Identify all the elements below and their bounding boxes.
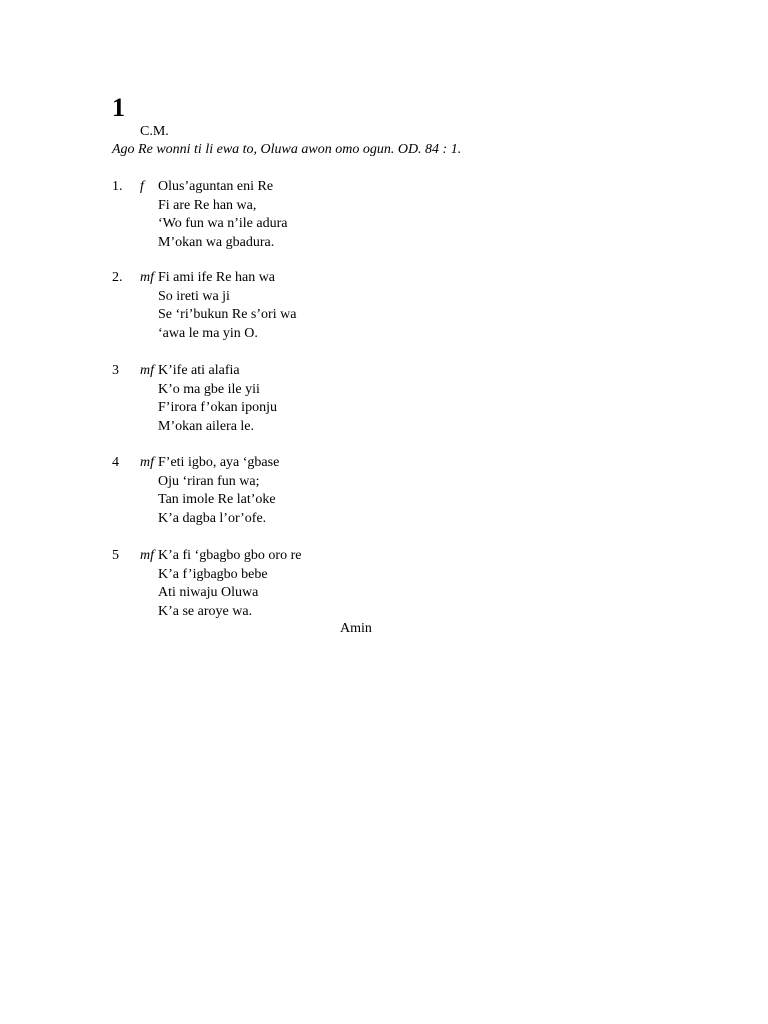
- verse-line: Se ‘ri’bukun Re s’ori wa: [158, 307, 297, 323]
- verse-line: K’a f’igbagbo bebe: [158, 566, 268, 582]
- dynamic-marking: mf: [140, 270, 154, 285]
- verse-line: Tan imole Re lat’oke: [158, 492, 276, 508]
- amen-closing: Amin: [340, 621, 372, 636]
- verse-lines: [158, 362, 277, 436]
- verse-number: 3: [112, 363, 119, 378]
- verse-line: F’irora f’okan iponju: [158, 400, 277, 416]
- verse-lines: [158, 269, 296, 343]
- verse-line: So ireti wa ji: [158, 288, 230, 304]
- verse-line: K’ife ati alafia: [158, 363, 240, 378]
- verse-line: ‘awa le ma yin O.: [158, 325, 258, 341]
- verse-number: 2.: [112, 270, 123, 285]
- verse-line: Olus’aguntan eni Re: [158, 179, 274, 194]
- verse-line: K’a dagba l’or’ofe.: [158, 510, 267, 526]
- verse-line: M’okan ailera le.: [158, 418, 255, 434]
- verse-line: ‘Wo fun wa n’ile adura: [158, 216, 288, 232]
- verse-lines: [158, 547, 301, 621]
- verse-lines: [158, 454, 279, 528]
- dynamic-marking: mf: [140, 363, 154, 378]
- verse-line: K’o ma gbe ile yii: [158, 381, 260, 397]
- verse-line: M’okan wa gbadura.: [158, 234, 275, 250]
- dynamic-marking: f: [140, 179, 144, 194]
- verse-lines: [158, 178, 288, 252]
- verse-line: F’eti igbo, aya ‘gbase: [158, 455, 280, 470]
- verse-line: Oju ‘riran fun wa;: [158, 473, 260, 489]
- dynamic-marking: mf: [140, 548, 154, 563]
- verse-line: Fi ami ife Re han wa: [158, 270, 276, 285]
- hymn-meter: C.M.: [140, 124, 169, 139]
- dynamic-marking: mf: [140, 455, 154, 470]
- verse-number: 5: [112, 548, 119, 563]
- verse-number: 1.: [112, 179, 123, 194]
- verse-line: Fi are Re han wa,: [158, 197, 257, 213]
- verse-line: Ati niwaju Oluwa: [158, 585, 259, 601]
- verse-line: K’a se aroye wa.: [158, 603, 253, 619]
- verse-number: 4: [112, 455, 119, 470]
- hymn-number: 1: [112, 93, 125, 122]
- scripture-epigraph: Ago Re wonni ti li ewa to, Oluwa awon omo ogun. OD. 84 : 1.: [112, 142, 462, 157]
- verse-line: K’a fi ‘gbagbo gbo oro re: [158, 548, 302, 563]
